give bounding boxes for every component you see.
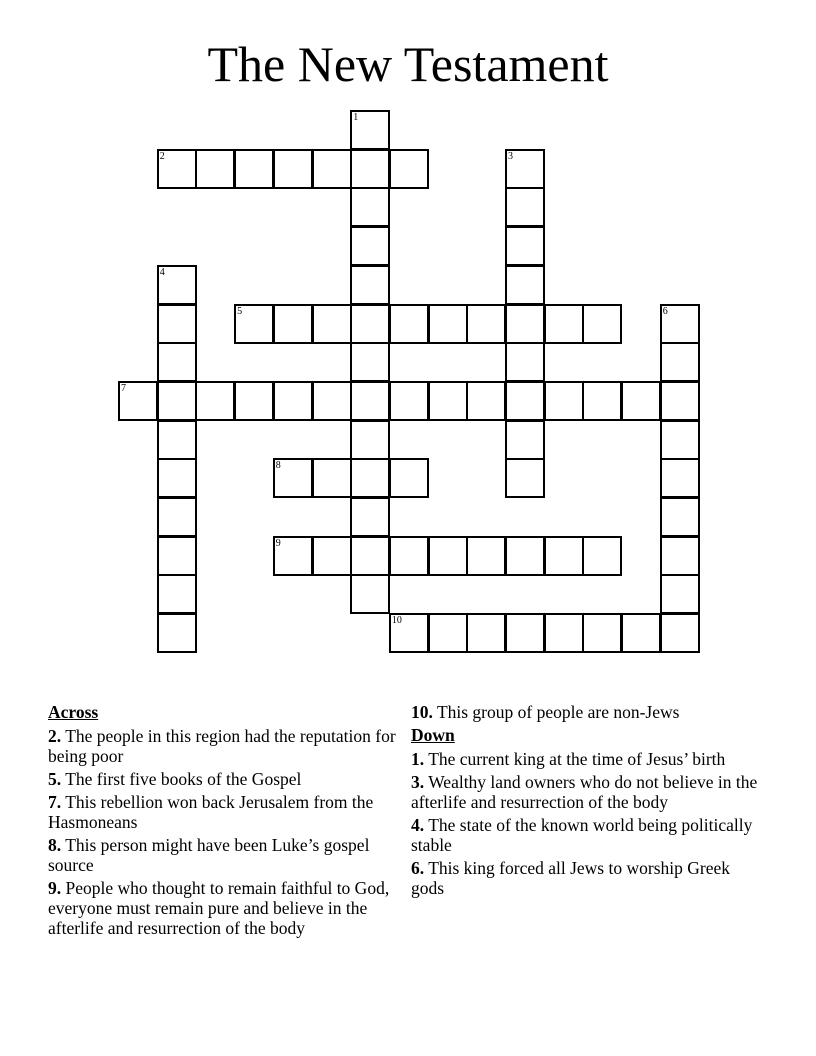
grid-cell[interactable] xyxy=(544,536,584,576)
cell-number: 4 xyxy=(159,266,165,278)
grid-cell[interactable] xyxy=(660,497,700,537)
grid-cell[interactable] xyxy=(312,304,352,344)
grid-cell[interactable] xyxy=(157,342,197,382)
grid-cell[interactable] xyxy=(195,381,235,421)
across-heading: Across xyxy=(48,702,99,722)
grid-cell[interactable] xyxy=(157,381,197,421)
clue-number: 2. xyxy=(48,726,62,746)
cell-number: 7 xyxy=(121,382,126,394)
grid-cell[interactable] xyxy=(195,149,235,189)
grid-cell[interactable] xyxy=(350,497,390,537)
grid-cell[interactable] xyxy=(582,381,622,421)
grid-cell[interactable] xyxy=(466,613,506,653)
grid-cell[interactable] xyxy=(660,381,700,421)
grid-cell[interactable] xyxy=(350,149,390,189)
clue-text: This person might have been Luke’s gospel source xyxy=(48,835,370,875)
grid-cell[interactable] xyxy=(157,420,197,460)
grid-cell[interactable] xyxy=(312,149,352,189)
grid-cell[interactable] xyxy=(505,149,545,189)
page-title: The New Testament xyxy=(207,36,609,92)
grid-cell[interactable] xyxy=(466,381,506,421)
grid-cell[interactable] xyxy=(389,613,429,653)
clue-text: This group of people are non-Jews xyxy=(436,702,680,722)
grid-cell[interactable] xyxy=(350,265,390,305)
grid-cell[interactable] xyxy=(350,110,390,150)
cell-number: 9 xyxy=(275,537,281,549)
cell-number: 6 xyxy=(662,305,668,317)
down-clue-6 xyxy=(411,858,761,898)
down-heading: Down xyxy=(411,725,455,745)
grid-cell[interactable] xyxy=(621,381,661,421)
grid-cell[interactable] xyxy=(157,574,197,614)
clue-number: 9. xyxy=(48,878,62,898)
grid-cell[interactable] xyxy=(312,458,352,498)
cell-number: 3 xyxy=(508,150,513,162)
grid-cell[interactable] xyxy=(273,458,313,498)
cell-number: 1 xyxy=(353,112,359,123)
grid-cell[interactable] xyxy=(505,265,545,305)
clue-text: People who thought to remain faithful to God, everyone must remain pure and believe in the afterlife and resurrection of the body xyxy=(48,878,390,938)
grid-cell[interactable] xyxy=(312,381,352,421)
down-clue-4 xyxy=(411,815,761,855)
clue-number: 10. xyxy=(411,702,433,722)
grid-cell[interactable] xyxy=(273,304,313,344)
grid-cell[interactable] xyxy=(157,304,197,344)
clue-number: 5. xyxy=(48,769,62,789)
grid-cell[interactable] xyxy=(350,420,390,460)
grid-cell[interactable] xyxy=(350,381,390,421)
grid-cell[interactable] xyxy=(234,149,274,189)
clue-text: The first five books of the Gospel xyxy=(65,769,302,789)
grid-cell[interactable] xyxy=(157,536,197,576)
clue-number: 1. xyxy=(411,749,425,769)
clues-left-column xyxy=(48,702,398,941)
down-clue-1 xyxy=(411,749,761,769)
across-clue-2 xyxy=(48,726,398,766)
clue-text: Wealthy land owners who do not believe in the afterlife and resurrection of the body xyxy=(411,772,758,812)
grid-cell[interactable] xyxy=(350,187,390,227)
grid-cell[interactable] xyxy=(157,497,197,537)
grid-cell[interactable] xyxy=(157,458,197,498)
grid-cell[interactable] xyxy=(428,536,468,576)
grid-cell[interactable] xyxy=(350,226,390,266)
grid-cell[interactable] xyxy=(505,187,545,227)
across-clue-9 xyxy=(48,878,398,938)
grid-cell[interactable] xyxy=(428,304,468,344)
grid-cell[interactable] xyxy=(157,265,197,305)
grid-cell[interactable] xyxy=(118,381,158,421)
grid-cell[interactable] xyxy=(389,149,429,189)
grid-cell[interactable] xyxy=(582,613,622,653)
cell-number: 10 xyxy=(391,615,402,627)
grid-cell[interactable] xyxy=(389,536,429,576)
clue-number: 8. xyxy=(48,835,62,855)
grid-cell[interactable] xyxy=(660,458,700,498)
grid-cell[interactable] xyxy=(505,420,545,460)
grid-cell[interactable] xyxy=(466,304,506,344)
grid-cell[interactable] xyxy=(350,304,390,344)
grid-cell[interactable] xyxy=(350,342,390,382)
grid-cell[interactable] xyxy=(428,613,468,653)
grid-cell[interactable] xyxy=(505,226,545,266)
clue-number: 6. xyxy=(411,858,425,878)
across-clue-7 xyxy=(48,792,398,832)
grid-cell[interactable] xyxy=(273,381,313,421)
grid-cell[interactable] xyxy=(660,613,700,653)
grid-cell[interactable] xyxy=(157,149,197,189)
clue-number: 7. xyxy=(48,792,62,812)
grid-cell[interactable] xyxy=(428,381,468,421)
grid-cell[interactable] xyxy=(660,304,700,344)
grid-cell[interactable] xyxy=(505,458,545,498)
cell-number: 2 xyxy=(159,150,165,162)
clue-text: The people in this region had the reputation for being poor xyxy=(48,726,396,766)
grid-cell[interactable] xyxy=(544,381,584,421)
grid-cell[interactable] xyxy=(505,342,545,382)
grid-cell[interactable] xyxy=(234,304,274,344)
clue-number: 4. xyxy=(411,815,425,835)
clue-text: This rebellion won back Jerusalem from the Hasmoneans xyxy=(48,792,374,832)
grid-cell[interactable] xyxy=(389,458,429,498)
clue-text: This king forced all Jews to worship Greek gods xyxy=(411,858,730,898)
down-clue-3 xyxy=(411,772,761,812)
grid-cell[interactable] xyxy=(660,420,700,460)
grid-cell[interactable] xyxy=(660,536,700,576)
grid-cell[interactable] xyxy=(505,381,545,421)
grid-cell[interactable] xyxy=(660,574,700,614)
grid-cell[interactable] xyxy=(389,304,429,344)
clue-text: The state of the known world being politically stable xyxy=(411,815,753,855)
grid-cell[interactable] xyxy=(544,613,584,653)
grid-cell[interactable] xyxy=(350,536,390,576)
across-clue-5 xyxy=(48,769,398,789)
grid-cell[interactable] xyxy=(621,613,661,653)
grid-cell[interactable] xyxy=(544,304,584,344)
grid-cell[interactable] xyxy=(466,536,506,576)
grid-cell[interactable] xyxy=(660,342,700,382)
grid-cell[interactable] xyxy=(273,536,313,576)
grid-cell[interactable] xyxy=(157,613,197,653)
grid-cell[interactable] xyxy=(582,536,622,576)
grid-cell[interactable] xyxy=(505,304,545,344)
grid-cell[interactable] xyxy=(505,536,545,576)
clue-number: 3. xyxy=(411,772,425,792)
grid-cell[interactable] xyxy=(389,381,429,421)
grid-cell[interactable] xyxy=(350,458,390,498)
grid-cell[interactable] xyxy=(234,381,274,421)
cell-number: 8 xyxy=(275,460,281,472)
grid-cell[interactable] xyxy=(350,574,390,614)
grid-cell[interactable] xyxy=(582,304,622,344)
clues-right-column xyxy=(411,702,761,901)
across-clue-8 xyxy=(48,835,398,875)
grid-cell[interactable] xyxy=(273,149,313,189)
cell-number: 5 xyxy=(237,305,243,317)
clue-text: The current king at the time of Jesus’ birth xyxy=(428,749,726,769)
across-clue-10 xyxy=(411,702,761,722)
grid-cell[interactable] xyxy=(312,536,352,576)
grid-cell[interactable] xyxy=(505,613,545,653)
